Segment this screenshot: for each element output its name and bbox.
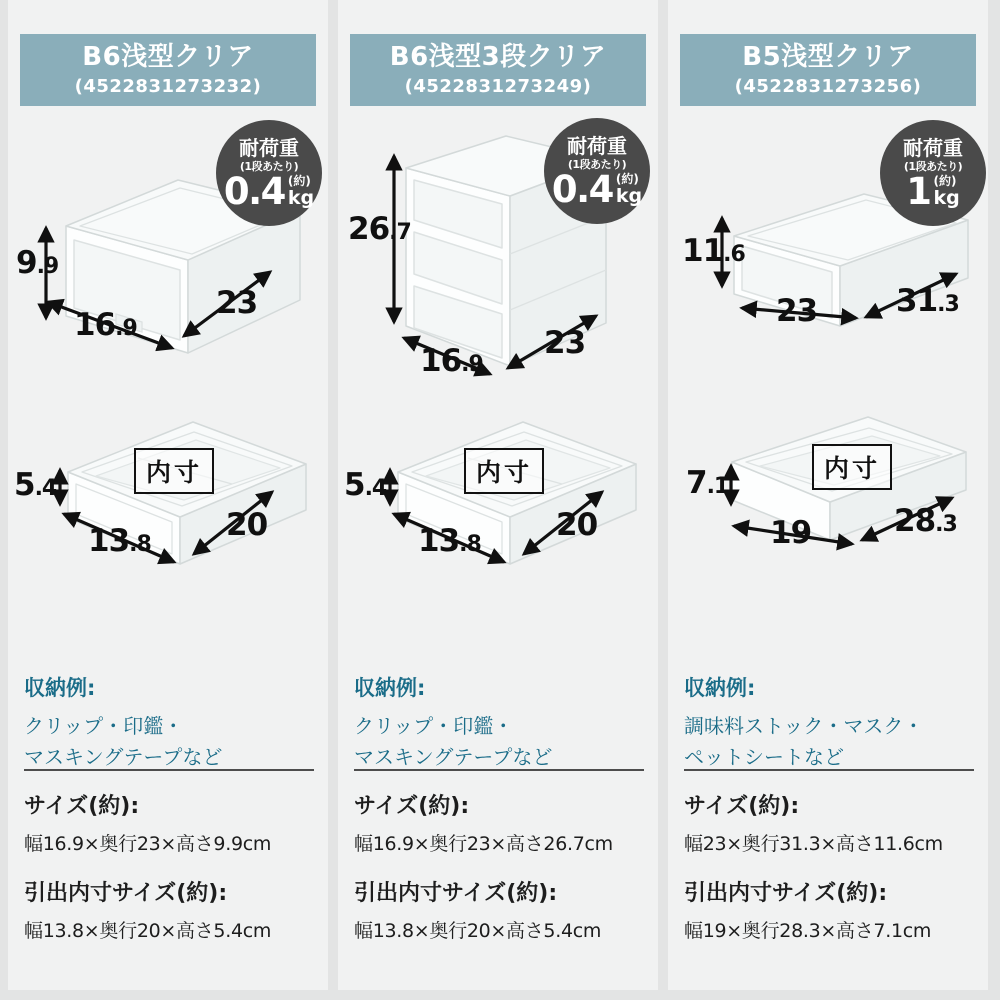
product-photo-figure	[338, 108, 658, 388]
load-capacity-unit: kg	[933, 186, 960, 209]
storage-example-line: クリップ・印鑑・	[24, 714, 184, 738]
outer-depth-dimension: 31.3	[896, 283, 959, 319]
load-capacity-value: 0.4	[551, 168, 613, 212]
load-capacity-title: 耐荷重	[903, 136, 963, 161]
load-capacity-value: 1	[906, 170, 931, 214]
inner-height-dimension: 5.4	[344, 467, 387, 503]
product-header	[20, 34, 316, 106]
drawer-size-label: 引出内寸サイズ(約):	[354, 881, 558, 906]
product-jan-code: (4522831273249)	[404, 75, 592, 97]
product-jan-code: (4522831273256)	[734, 75, 922, 97]
inner-width-dimension: 19	[770, 515, 812, 551]
product-title: B5浅型クリア	[742, 42, 914, 73]
load-capacity-badge	[880, 120, 986, 226]
drawer-size-value: 幅13.8×奥行20×高さ5.4cm	[354, 920, 602, 942]
inner-tray-figure	[668, 392, 988, 590]
inner-height-dimension: 5.4	[14, 467, 57, 503]
inner-tray-figure	[338, 392, 658, 590]
drawer-size-label: 引出内寸サイズ(約):	[24, 881, 228, 906]
product-header	[680, 34, 976, 106]
size-value: 幅23×奥行31.3×高さ11.6cm	[684, 833, 943, 855]
product-column	[338, 0, 658, 990]
storage-example-line: 調味料ストック・マスク・	[684, 714, 924, 738]
load-capacity-badge	[544, 118, 650, 224]
product-title: B6浅型3段クリア	[389, 42, 607, 73]
load-capacity-approx: (約)	[615, 172, 639, 187]
size-specs	[24, 789, 324, 943]
section-divider	[684, 769, 974, 771]
size-specs	[354, 789, 654, 943]
storage-examples	[684, 672, 980, 773]
load-capacity-unit: kg	[615, 184, 643, 207]
load-capacity-subtitle: (1段あたり)	[903, 160, 963, 174]
drawer-size-value: 幅13.8×奥行20×高さ5.4cm	[24, 920, 272, 942]
size-specs	[684, 789, 984, 943]
size-label: サイズ(約):	[24, 794, 140, 819]
load-capacity-unit: kg	[287, 186, 315, 209]
inner-tray-figure	[8, 392, 328, 590]
storage-example-line: ペットシートなど	[684, 745, 844, 769]
inner-depth-dimension: 28.3	[894, 503, 957, 539]
storage-examples-title: 収納例:	[354, 676, 426, 700]
storage-example-line: クリップ・印鑑・	[354, 714, 514, 738]
drawer-size-value: 幅19×奥行28.3×高さ7.1cm	[684, 920, 932, 942]
load-capacity-approx: (約)	[287, 174, 311, 189]
section-divider	[354, 769, 644, 771]
load-capacity-subtitle: (1段あたり)	[239, 160, 299, 174]
load-capacity-approx: (約)	[933, 174, 957, 189]
size-label: サイズ(約):	[684, 794, 800, 819]
product-jan-code: (4522831273232)	[74, 75, 262, 97]
outer-width-dimension: 16.9	[420, 343, 483, 379]
inner-dimension-label: 内寸	[134, 448, 214, 494]
size-value: 幅16.9×奥行23×高さ26.7cm	[354, 833, 613, 855]
inner-width-dimension: 13.8	[418, 523, 481, 559]
load-capacity-title: 耐荷重	[239, 136, 299, 161]
storage-examples	[24, 672, 320, 773]
outer-height-dimension: 26.7	[348, 211, 411, 247]
product-column	[668, 0, 988, 990]
size-value: 幅16.9×奥行23×高さ9.9cm	[24, 833, 272, 855]
load-capacity-value: 0.4	[223, 170, 285, 214]
product-header	[350, 34, 646, 106]
inner-height-dimension: 7.1	[686, 465, 729, 501]
outer-width-dimension: 23	[776, 293, 818, 329]
outer-depth-dimension: 23	[544, 325, 586, 361]
inner-dimension-label: 内寸	[464, 448, 544, 494]
section-divider	[24, 769, 314, 771]
load-capacity-title: 耐荷重	[567, 134, 627, 159]
inner-width-dimension: 13.8	[88, 523, 151, 559]
storage-example-line: マスキングテープなど	[354, 745, 553, 769]
storage-examples-title: 収納例:	[684, 676, 756, 700]
storage-example-line: マスキングテープなど	[24, 745, 223, 769]
product-photo-figure	[668, 108, 988, 388]
load-capacity-subtitle: (1段あたり)	[567, 158, 627, 172]
inner-depth-dimension: 20	[226, 507, 268, 543]
load-capacity-badge	[216, 120, 322, 226]
product-column	[8, 0, 328, 990]
product-title: B6浅型クリア	[82, 42, 254, 73]
storage-examples-title: 収納例:	[24, 676, 96, 700]
outer-width-dimension: 16.9	[74, 307, 137, 343]
outer-height-dimension: 9.9	[16, 245, 59, 281]
outer-depth-dimension: 23	[216, 285, 258, 321]
inner-depth-dimension: 20	[556, 507, 598, 543]
storage-examples	[354, 672, 650, 773]
product-photo-figure	[8, 108, 328, 388]
drawer-size-label: 引出内寸サイズ(約):	[684, 881, 888, 906]
inner-dimension-label: 内寸	[812, 444, 892, 490]
size-label: サイズ(約):	[354, 794, 470, 819]
outer-height-dimension: 11.6	[682, 233, 745, 269]
